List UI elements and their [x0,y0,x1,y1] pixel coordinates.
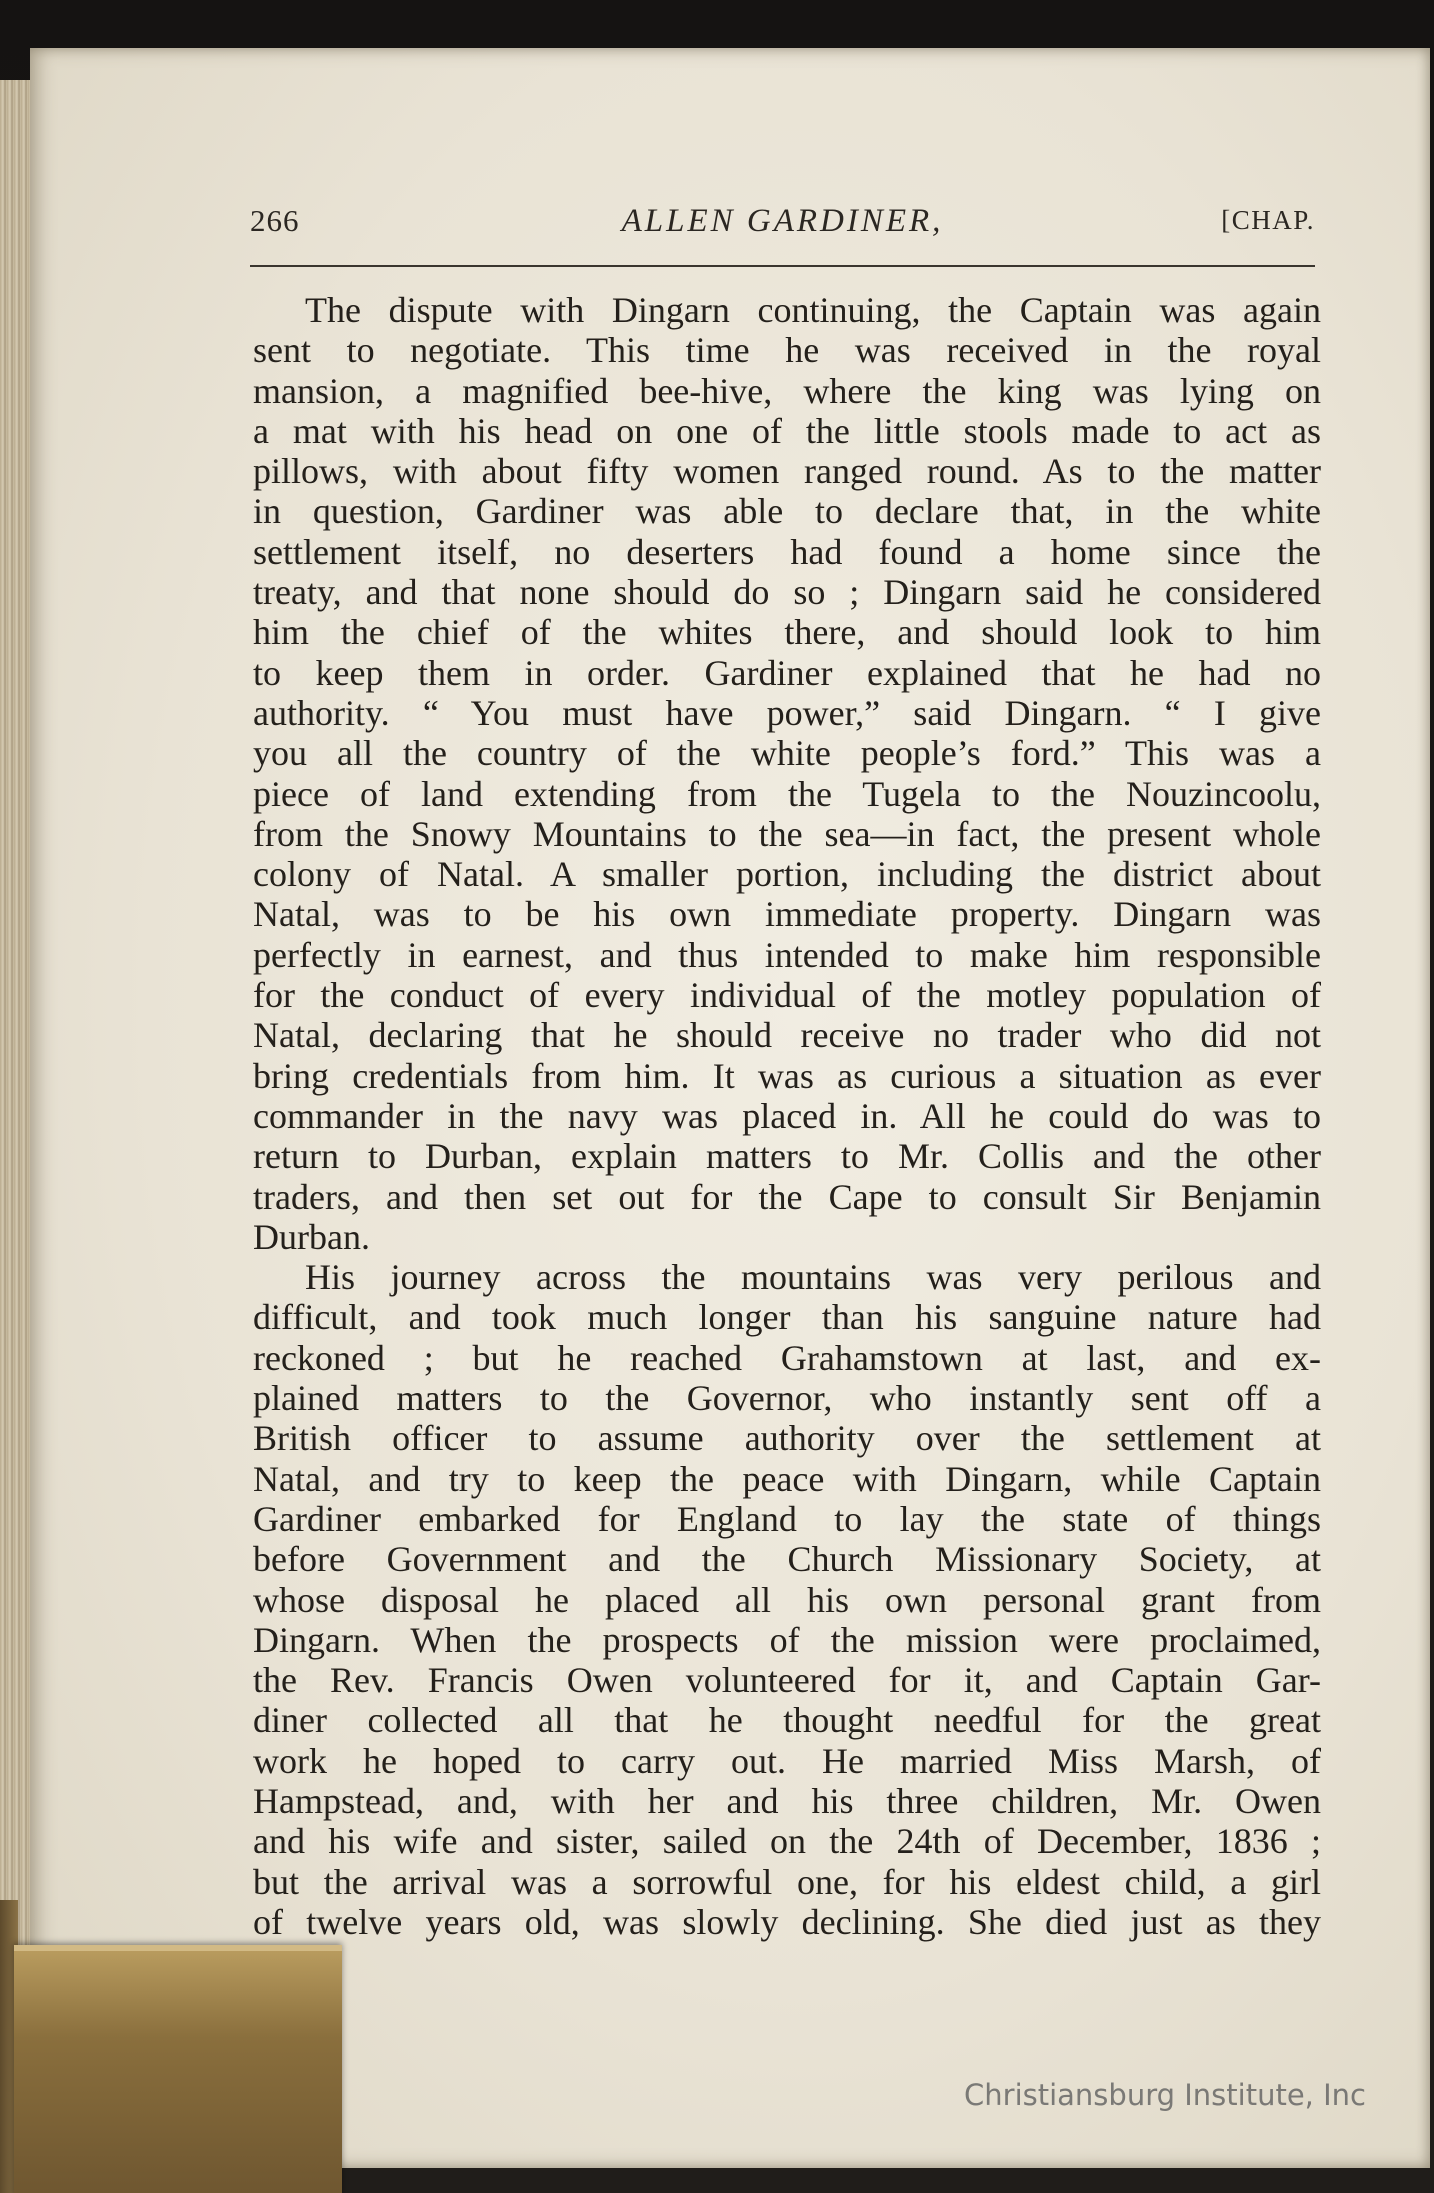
text-line: whose disposal he placed all his own personal grant from [253,1579,1321,1620]
text-line: the Rev. Francis Owen volunteered for it, and Captain Gar- [253,1660,1321,1701]
text-line: plained matters to the Governor, who instantly sent off a [253,1378,1321,1419]
text-line: return to Durban, explain matters to Mr. Collis and the other [253,1136,1321,1177]
text-line: commander in the navy was placed in. All he could do was to [253,1095,1321,1136]
text-line: from the Snowy Mountains to the sea—in fact, the present whole [253,813,1321,854]
running-header [250,203,1315,263]
text-line: Natal, declaring that he should receive no trader who did not [253,1015,1321,1056]
chapter-label: [CHAP. [1221,205,1315,235]
running-title: ALLEN GARDINER, [621,203,944,239]
text-line: and his wife and sister, sailed on the 24th of December, 1836 ; [253,1821,1321,1862]
text-line: Dingarn. When the prospects of the mission were proclaimed, [253,1619,1321,1660]
text-line: bring credentials from him. It was as curious a situation as ever [253,1055,1321,1096]
text-line: a mat with his head on one of the little stools made to act as [253,410,1321,451]
text-line: of twelve years old, was slowly declining. She died just as they [253,1901,1321,1942]
text-line: you all the country of the white people’s ford.” This was a [253,733,1321,774]
text-line: before Government and the Church Missionary Society, at [253,1539,1321,1580]
text-line: reckoned ; but he reached Grahamstown at last, and ex- [253,1337,1321,1378]
watermark: Christiansburg Institute, Inc [964,2078,1366,2112]
text-line: pillows, with about fifty women ranged round. As to the matter [253,451,1321,492]
text-line: in question, Gardiner was able to declare that, in the white [253,491,1321,532]
text-line: settlement itself, no deserters had found a home since the [253,531,1321,572]
text-line: for the conduct of every individual of the motley population of [253,975,1321,1016]
text-line: piece of land extending from the Tugela to the Nouzincoolu, [253,773,1321,814]
text-line: difficult, and took much longer than his sanguine nature had [253,1297,1321,1338]
text-line: him the chief of the whites there, and should look to him [253,612,1321,653]
text-line: traders, and then set out for the Cape to consult Sir Benjamin [253,1176,1321,1217]
bookmark-block [14,1945,342,2193]
text-line: perfectly in earnest, and thus intended to make him responsible [253,934,1321,975]
text-line: The dispute with Dingarn continuing, the Captain was again [305,290,1321,330]
text-line: Natal, was to be his own immediate property. Dingarn was [253,894,1321,935]
text-line: Gardiner embarked for England to lay the state of things [253,1498,1321,1539]
body-text [253,290,1321,1942]
text-line: sent to negotiate. This time he was received in the royal [253,330,1321,371]
text-line: authority. “ You must have power,” said Dingarn. “ I give [253,692,1321,733]
page-number: 266 [250,203,300,238]
text-line: diner collected all that he thought needful for the great [253,1700,1321,1741]
text-line: His journey across the mountains was very perilous and [305,1257,1321,1298]
text-line: Durban. [253,1216,370,1257]
text-line: Hampstead, and, with her and his three children, Mr. Owen [253,1780,1321,1821]
text-line: work he hoped to carry out. He married Miss Marsh, of [253,1740,1321,1781]
text-line: but the arrival was a sorrowful one, for his eldest child, a girl [253,1861,1321,1902]
text-line: Natal, and try to keep the peace with Dingarn, while Captain [253,1458,1321,1499]
text-line: treaty, and that none should do so ; Dingarn said he considered [253,572,1321,613]
text-line: colony of Natal. A smaller portion, including the district about [253,854,1321,895]
text-line: to keep them in order. Gardiner explained that he had no [253,652,1321,693]
text-line: British officer to assume authority over the settlement at [253,1418,1321,1459]
text-line: mansion, a magnified bee-hive, where the king was lying on [253,370,1321,411]
header-rule [250,265,1315,267]
